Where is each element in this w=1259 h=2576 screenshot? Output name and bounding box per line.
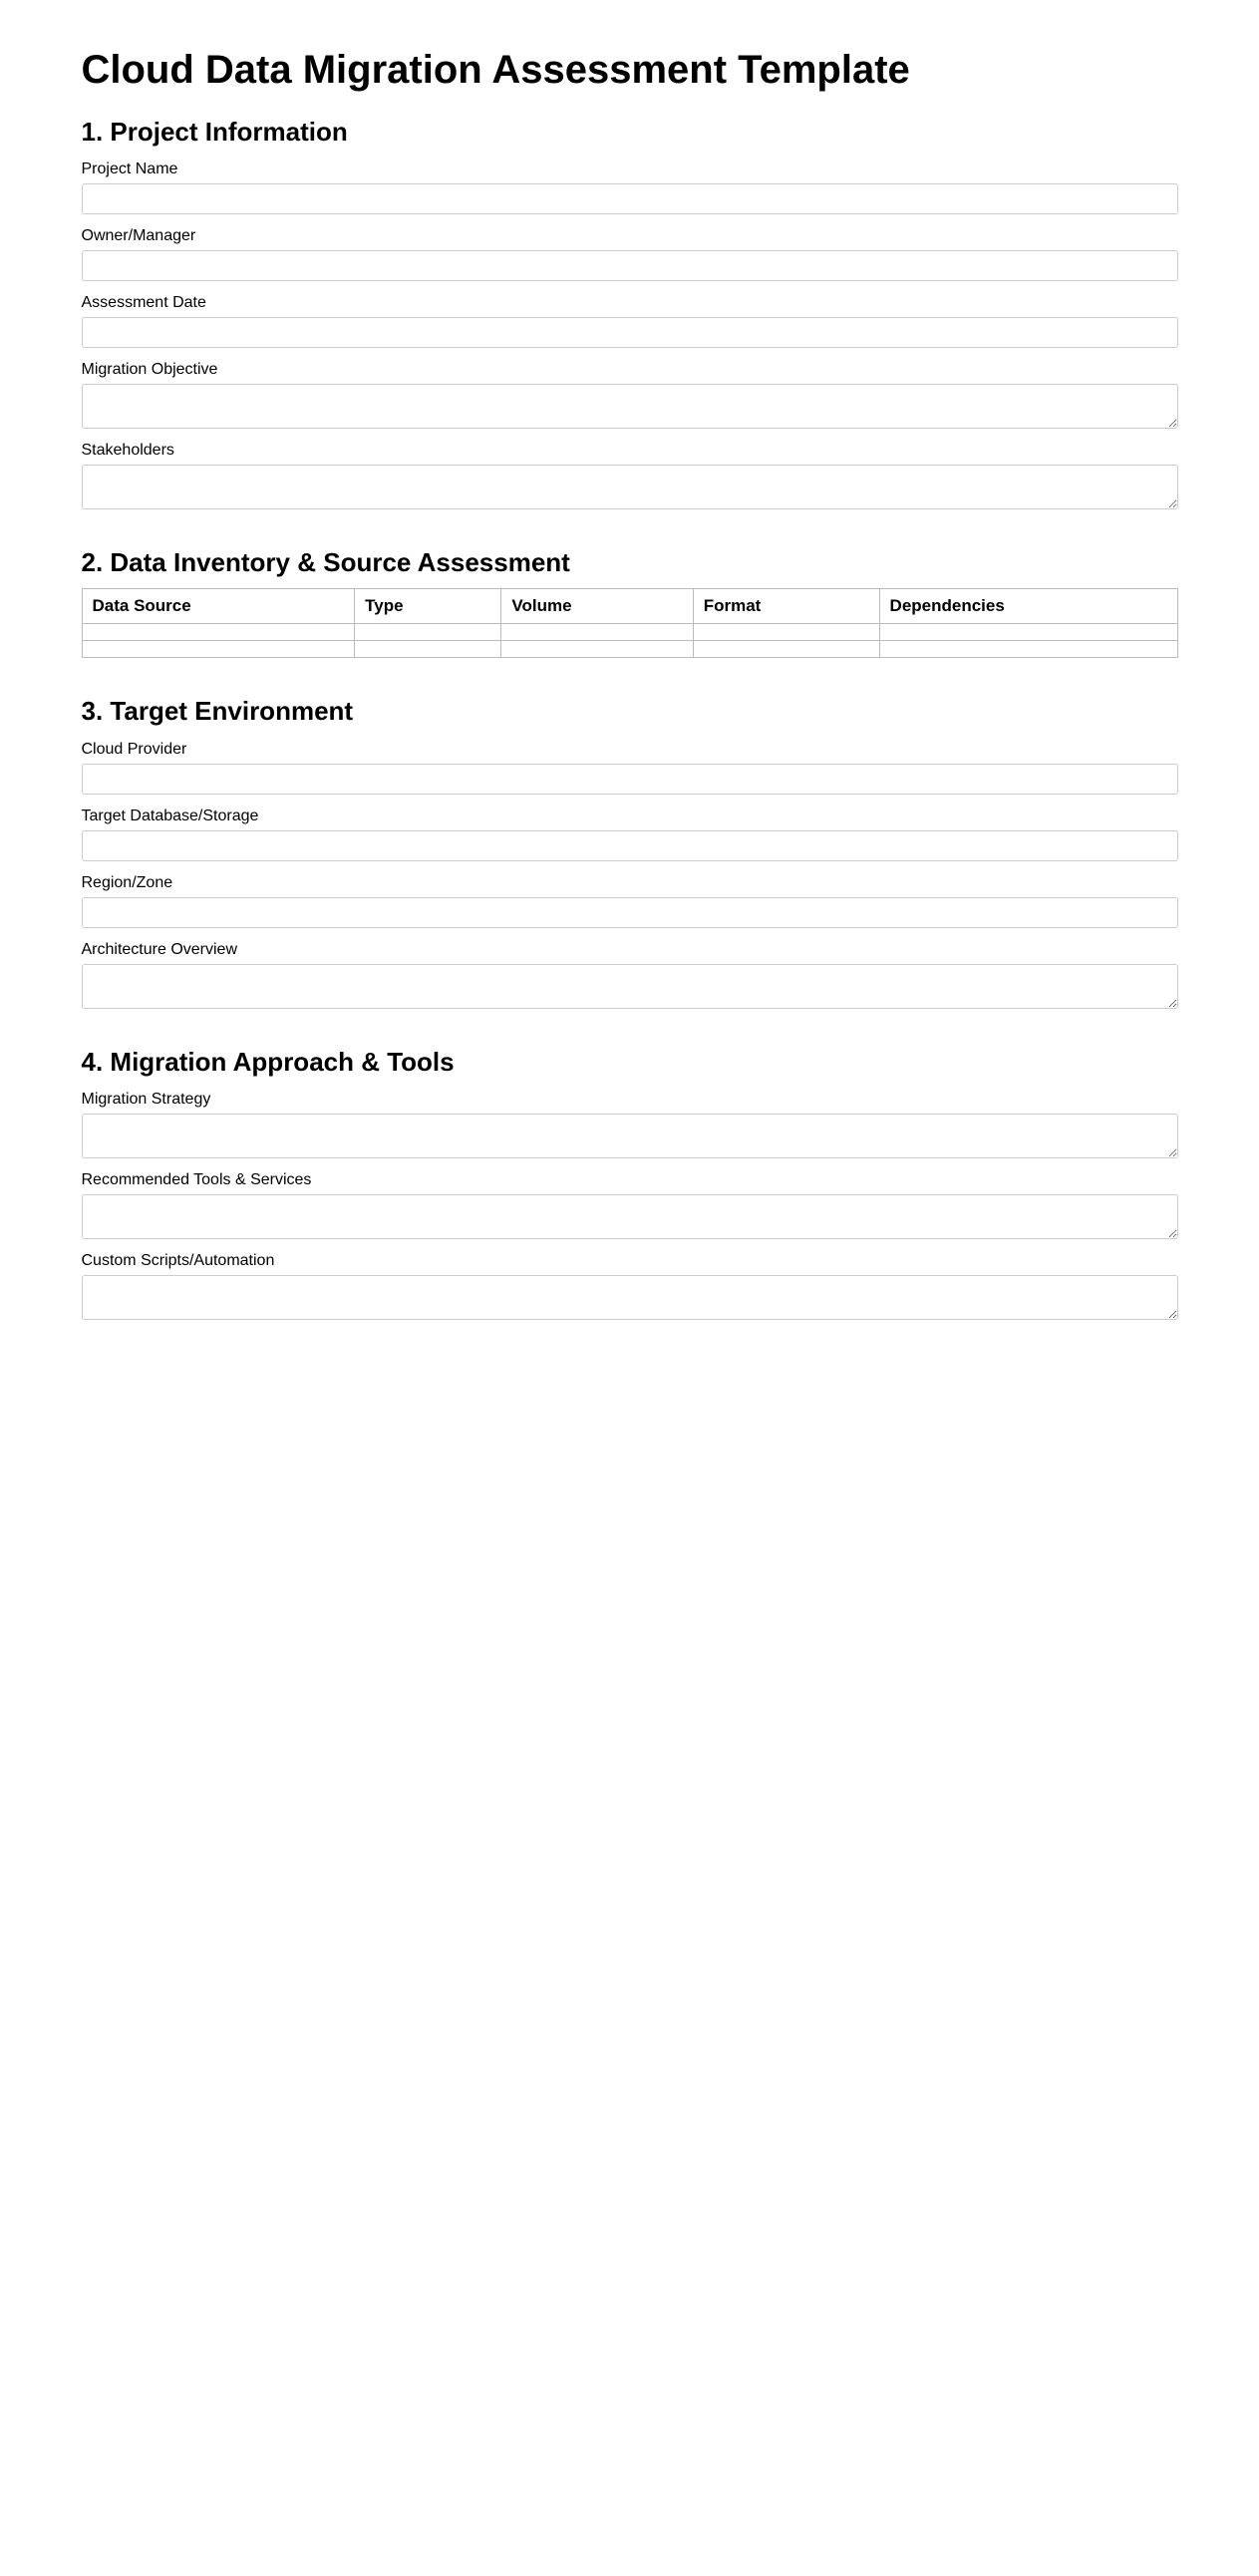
migration-strategy-textarea[interactable] [82,1114,1178,1158]
region-zone-label: Region/Zone [81,873,173,891]
col-header-dependencies: Dependencies [879,589,1177,624]
cloud-provider-label: Cloud Provider [81,740,187,758]
assessment-date-label: Assessment Date [81,294,206,312]
table-cell [501,641,693,658]
stakeholders-textarea[interactable] [82,465,1178,509]
col-header-type: Type [355,589,501,624]
page-title: Cloud Data Migration Assessment Template [81,48,910,92]
recommended-tools-services-textarea[interactable] [82,1194,1178,1239]
table-header-row [82,589,1177,624]
architecture-overview-label: Architecture Overview [81,940,237,958]
stakeholders-label: Stakeholders [81,442,174,460]
custom-scripts-automation-label: Custom Scripts/Automation [81,1251,275,1269]
field-recommended-tools-services [82,1170,1178,1239]
col-header-format: Format [693,589,879,624]
section-data-inventory [82,547,1178,658]
owner-manager-label: Owner/Manager [81,227,196,245]
section-target-environment [82,696,1178,1008]
table-cell [82,624,355,641]
table-cell [82,641,355,658]
field-cloud-provider [82,740,1178,795]
project-name-label: Project Name [81,161,178,178]
section-4-heading: 4. Migration Approach & Tools [81,1046,455,1077]
custom-scripts-automation-textarea[interactable] [82,1275,1178,1320]
section-2-heading: 2. Data Inventory & Source Assessment [81,547,570,578]
table-cell [693,641,879,658]
col-header-data-source: Data Source [82,589,355,624]
section-migration-approach-tools [82,1047,1178,1320]
field-architecture-overview [82,940,1178,1009]
table-cell [879,641,1177,658]
migration-strategy-label: Migration Strategy [81,1090,211,1108]
data-inventory-table [82,588,1178,658]
table-cell [693,624,879,641]
col-header-volume: Volume [501,589,693,624]
table-cell [501,624,693,641]
field-custom-scripts-automation [82,1251,1178,1320]
table-row [82,624,1177,641]
table-cell [355,641,501,658]
owner-manager-input[interactable] [82,250,1178,281]
target-database-storage-label: Target Database/Storage [81,806,259,824]
section-3-heading: 3. Target Environment [81,696,354,727]
migration-objective-label: Migration Objective [81,361,218,379]
field-project-name [82,160,1178,214]
field-migration-strategy [82,1090,1178,1158]
recommended-tools-services-label: Recommended Tools & Services [81,1170,312,1188]
table-row [82,641,1177,658]
field-assessment-date [82,293,1178,348]
field-migration-objective [82,360,1178,429]
section-1-heading: 1. Project Information [81,117,348,147]
table-cell [355,624,501,641]
section-project-information [82,117,1178,509]
field-stakeholders [82,441,1178,509]
assessment-template-page [82,0,1178,1320]
field-owner-manager [82,226,1178,281]
table-cell [879,624,1177,641]
migration-objective-textarea[interactable] [82,384,1178,429]
project-name-input[interactable] [82,183,1178,214]
field-region-zone [82,873,1178,928]
assessment-date-input[interactable] [82,317,1178,348]
target-database-storage-input[interactable] [82,830,1178,861]
field-target-database-storage [82,806,1178,861]
region-zone-input[interactable] [82,897,1178,928]
architecture-overview-textarea[interactable] [82,964,1178,1009]
cloud-provider-input[interactable] [82,764,1178,795]
